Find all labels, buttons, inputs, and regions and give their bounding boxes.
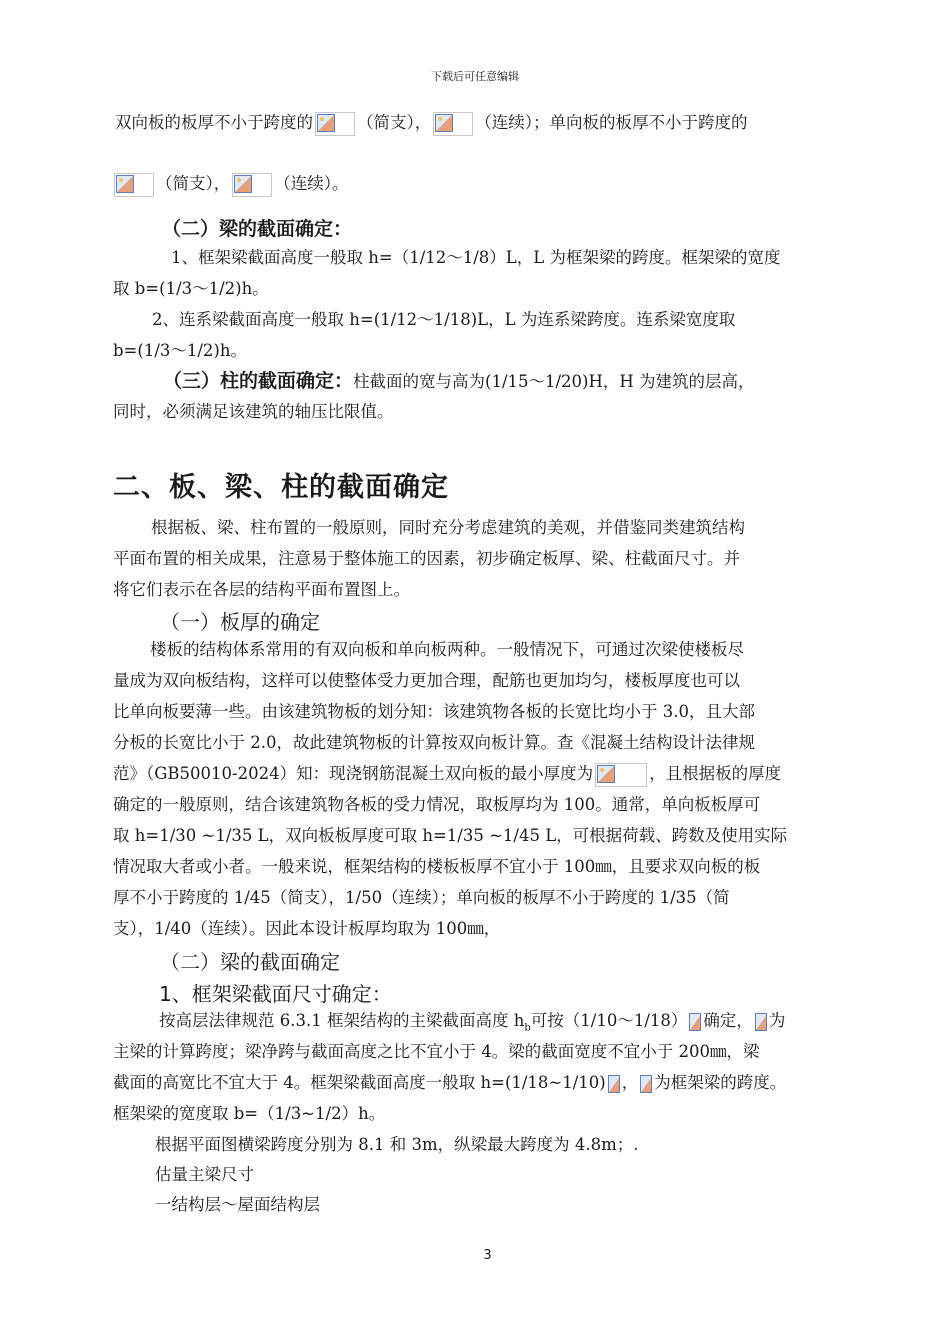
text-span: （简支），: [357, 113, 432, 132]
paragraph-line: 平面布置的相关成果，注意易于整体施工的因素，初步确定板厚、梁、柱截面尺寸。并: [113, 549, 740, 568]
paragraph-line: 楼板的结构体系常用的有双向板和单向板两种。一般情况下，可通过次梁使楼板尽: [150, 640, 744, 659]
text-span: （连续）。: [274, 174, 349, 193]
section-heading: （一）板厚的确定: [160, 610, 320, 634]
page-number: 3: [483, 1248, 492, 1263]
formula-image-icon: [114, 173, 154, 197]
formula-image-icon: [433, 112, 473, 136]
paragraph-line: 比单向板要薄一些。由该建筑物板的划分知：该建筑物各板的长宽比均小于 3.0，且大部: [113, 702, 755, 721]
paragraph-line: [115, 111, 748, 136]
formula-image-icon: [755, 1013, 767, 1031]
paragraph-line: b=(1/3～1/2)h。: [113, 341, 247, 360]
text-span: 范》（GB50010-2024）知：现浇钢筋混凝土双向板的最小厚度为: [113, 764, 594, 783]
formula-image-icon: [640, 1075, 652, 1093]
paragraph-line: [163, 369, 755, 394]
formula-image-icon: [595, 763, 647, 787]
section-heading: （三）柱的截面确定：: [163, 370, 354, 392]
text-span: 柱截面的宽与高为(1/15～1/20)H，H 为建筑的层高，: [353, 372, 755, 391]
paragraph-line: [112, 172, 349, 197]
formula-image-icon: [689, 1013, 701, 1031]
paragraph-line: [113, 1071, 786, 1095]
paragraph-line: 根据板、梁、柱布置的一般原则，同时充分考虑建筑的美观，并借鉴同类建筑结构: [151, 518, 745, 537]
section-heading: （二）梁的截面确定: [160, 950, 340, 974]
paragraph-line: 一结构层～屋面结构层: [155, 1195, 320, 1214]
paragraph-line: 情况取大者或小者。一般来说，框架结构的楼板板厚不宜小于 100㎜，且要求双向板的板: [113, 857, 761, 876]
subsection-heading: 1、框架梁截面尺寸确定：: [159, 982, 392, 1006]
text-span: （简支），: [156, 174, 231, 193]
text-span: 双向板的板厚不小于跨度的: [115, 113, 313, 132]
paragraph-line: 估量主梁尺寸: [155, 1165, 254, 1184]
text-span: 截面的高宽比不宜大于 4。框架梁截面高度一般取 h=(1/18~1/10): [113, 1073, 606, 1092]
text-span: ，且根据板的厚度: [649, 764, 782, 783]
paragraph-line: 取 h=1/30 ~1/35 L，双向板板厚度可取 h=1/35 ~1/45 L，可根据荷载、跨数及使用实际: [113, 826, 788, 845]
text-span: 按高层法律规范 6.3.1 框架结构的主梁截面高度 h: [159, 1011, 525, 1030]
formula-image-icon: [232, 173, 272, 197]
subscript: b: [524, 1022, 531, 1034]
paragraph-line: 2、连系梁截面高度一般取 h=(1/12～1/18)L，L 为连系梁跨度。连系梁宽度取: [152, 310, 736, 329]
text-span: 确定，: [703, 1011, 753, 1030]
paragraph-line: 量成为双向板结构，这样可以使整体受力更加合理，配筋也更加均匀，楼板厚度也可以: [113, 671, 740, 690]
paragraph-line: 支），1/40（连续）。因此本设计板厚均取为 100㎜，: [113, 919, 501, 938]
text-span: （连续）；单向板的板厚不小于跨度的: [475, 113, 748, 132]
section-heading: （二）梁的截面确定：: [162, 218, 353, 240]
text-span: ，: [621, 1073, 639, 1092]
paragraph-line: 主梁的计算跨度；梁净跨与截面高度之比不宜小于 4。梁的截面宽度不宜小于 200㎜，梁: [113, 1042, 760, 1061]
paragraph-line: 分板的长宽比小于 2.0，故此建筑物板的计算按双向板计算。查《混凝土结构设计法律规: [113, 733, 755, 752]
formula-image-icon: [608, 1075, 620, 1093]
paragraph-line: 框架梁的宽度取 b=（1/3~1/2）h。: [113, 1104, 386, 1123]
paragraph-line: 厚不小于跨度的 1/45（简支），1/50（连续）；单向板的板厚不小于跨度的 1/35（简: [113, 888, 730, 907]
paragraph-line: 根据平面图横梁跨度分别为 8.1 和 3m，纵梁最大跨度为 4.8m；.: [155, 1135, 639, 1154]
text-span: 可按（1/10～1/18）: [530, 1011, 688, 1030]
chapter-heading: 二、板、梁、柱的截面确定: [113, 472, 449, 503]
text-span: 为: [768, 1011, 786, 1030]
paragraph-line: 取 b=(1/3～1/2)h。: [113, 279, 269, 298]
formula-image-icon: [315, 112, 355, 136]
text-span: 为框架梁的跨度。: [654, 1073, 787, 1092]
page-header: 下载后可任意编辑: [431, 70, 519, 83]
paragraph-line: 将它们表示在各层的结构平面布置图上。: [113, 580, 410, 599]
paragraph-line: 1、框架梁截面高度一般取 h=（1/12～1/8）L，L 为框架梁的跨度。框架梁的宽度: [171, 248, 781, 267]
paragraph-line: 确定的一般原则，结合该建筑物各板的受力情况，取板厚均为 100。通常，单向板板厚可: [113, 795, 761, 814]
paragraph-line: [113, 762, 781, 787]
paragraph-line: 同时，必须满足该建筑的轴压比限值。: [113, 402, 394, 421]
paragraph-line: [159, 1009, 785, 1040]
